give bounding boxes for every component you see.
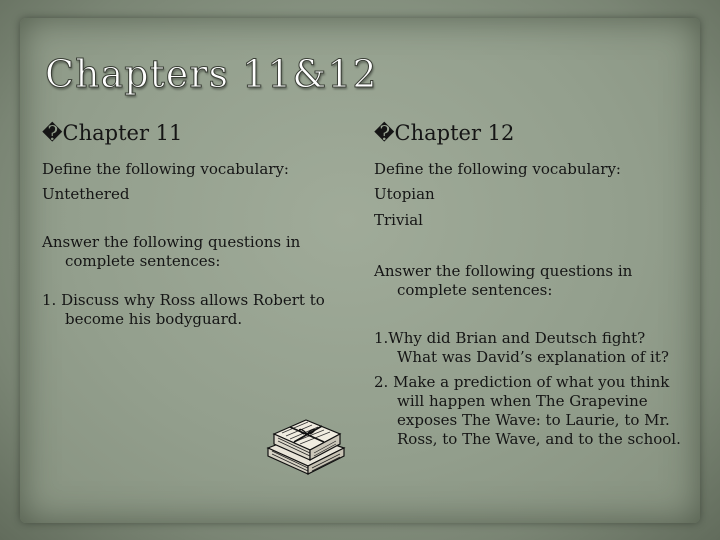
chapter-11-heading <box>42 120 342 146</box>
chapter-11-column <box>42 120 342 329</box>
question-item: 2. Make a prediction of what you think will happen when The Grapevine exposes The Wave: to Laurie, to Mr. Ross, to The Wave, and to the school. <box>374 373 681 448</box>
chapter-11-heading-text: Chapter 11 <box>62 121 183 145</box>
vocab-word: Trivial <box>374 211 423 229</box>
bullet-glyph: � <box>42 121 63 145</box>
questions-prompt: Answer the following questions in complete sentences: <box>374 262 633 299</box>
vocab-word: Untethered <box>42 185 130 203</box>
bullet-glyph: � <box>374 121 395 145</box>
chapter-12-heading <box>374 120 684 146</box>
chapter-12-heading-text: Chapter 12 <box>394 121 515 145</box>
questions-prompt: Answer the following questions in complete sentences: <box>42 233 301 270</box>
vocab-word: Utopian <box>374 185 435 203</box>
slide-title: Chapters 11&12 <box>45 52 378 96</box>
newspaper-stack-icon <box>260 404 350 476</box>
question-item: 1. Discuss why Ross allows Robert to become his bodyguard. <box>42 291 325 328</box>
vocab-prompt: Define the following vocabulary: <box>42 160 289 178</box>
chapter-12-column <box>374 120 684 449</box>
vocab-prompt: Define the following vocabulary: <box>374 160 621 178</box>
question-item: 1.Why did Brian and Deutsch fight? What was David’s explanation of it? <box>374 329 669 366</box>
